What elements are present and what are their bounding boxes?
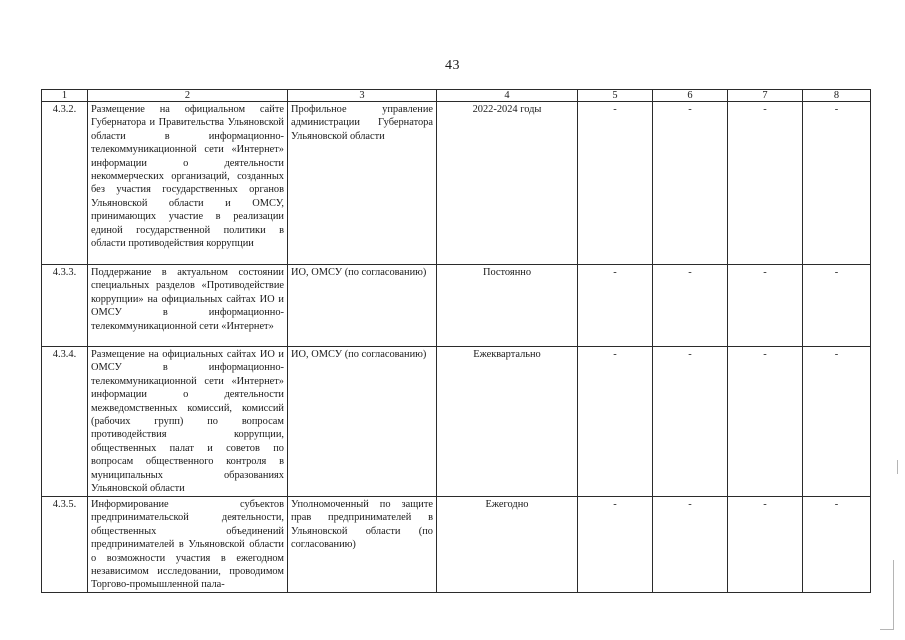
- cell-col5: -: [578, 347, 653, 497]
- scan-edge-mark: [893, 560, 894, 630]
- cell-col5: -: [578, 102, 653, 265]
- column-header: 2: [88, 90, 288, 102]
- cell-col5: -: [578, 497, 653, 593]
- column-header: 3: [288, 90, 437, 102]
- item-description: Поддержание в актуальном состоянии специальных разделов «Противодействие коррупции» на официальных сайтах ИО и ОМСУ в информационно-телекоммуникационной сети «Интернет»: [88, 265, 288, 347]
- cell-col6: -: [653, 265, 728, 347]
- cell-col8: -: [803, 497, 871, 593]
- column-header: 7: [728, 90, 803, 102]
- cell-col7: -: [728, 347, 803, 497]
- cell-col6: -: [653, 497, 728, 593]
- item-number: 4.3.5.: [42, 497, 88, 593]
- table-row: [42, 347, 871, 497]
- item-number: 4.3.4.: [42, 347, 88, 497]
- column-header: 5: [578, 90, 653, 102]
- cell-col6: -: [653, 102, 728, 265]
- table-row: [42, 265, 871, 347]
- item-responsible: Уполномоченный по защите прав предпринимателей в Ульяновской области (по согласованию): [288, 497, 437, 593]
- item-number: 4.3.2.: [42, 102, 88, 265]
- item-responsible: Профильное управление администрации Губернатора Ульяновской области: [288, 102, 437, 265]
- table-row: [42, 102, 871, 265]
- cell-col8: -: [803, 265, 871, 347]
- cell-col7: -: [728, 265, 803, 347]
- activity-plan-table: [41, 89, 871, 593]
- item-responsible: ИО, ОМСУ (по согласованию): [288, 347, 437, 497]
- page-number: 43: [445, 58, 460, 73]
- scan-edge-mark: [897, 460, 898, 474]
- table-header-row: [42, 90, 871, 102]
- cell-col6: -: [653, 347, 728, 497]
- item-term: 2022-2024 годы: [437, 102, 578, 265]
- cell-col7: -: [728, 497, 803, 593]
- column-header: 4: [437, 90, 578, 102]
- column-header: 6: [653, 90, 728, 102]
- cell-col8: -: [803, 102, 871, 265]
- scan-edge-mark: [880, 629, 894, 630]
- item-description: Размещение на официальном сайте Губернатора и Правительства Ульяновской области в информационно-телекоммуникационной сети «Интернет» информации о деятельности некоммерческих организаций, созданных без участия государственных органов Ульяновской области и ОМСУ, принимающих участие в реализации единой государственной политики в области противодействия коррупции: [88, 102, 288, 265]
- cell-col8: -: [803, 347, 871, 497]
- cell-col7: -: [728, 102, 803, 265]
- cell-col5: -: [578, 265, 653, 347]
- column-header: 8: [803, 90, 871, 102]
- item-number: 4.3.3.: [42, 265, 88, 347]
- table-row: [42, 497, 871, 593]
- item-responsible: ИО, ОМСУ (по согласованию): [288, 265, 437, 347]
- item-description: Размещение на официальных сайтах ИО и ОМСУ в информационно-телекоммуникационной сети «Интернет» информации о деятельности межведомственных комиссий, комиссий (рабочих групп) по вопросам противодействия коррупции, общественных палат и советов по вопросам общественного контроля в муниципальных образованиях Ульяновской области: [88, 347, 288, 497]
- item-description: Информирование субъектов предпринимательской деятельности, общественных объединений предпринимателей в Ульяновской области о возможности участия в ежегодном независимом исследовании, проводимом Торгово-промышленной пала-: [88, 497, 288, 593]
- item-term: Ежеквартально: [437, 347, 578, 497]
- item-term: Ежегодно: [437, 497, 578, 593]
- item-term: Постоянно: [437, 265, 578, 347]
- column-header: 1: [42, 90, 88, 102]
